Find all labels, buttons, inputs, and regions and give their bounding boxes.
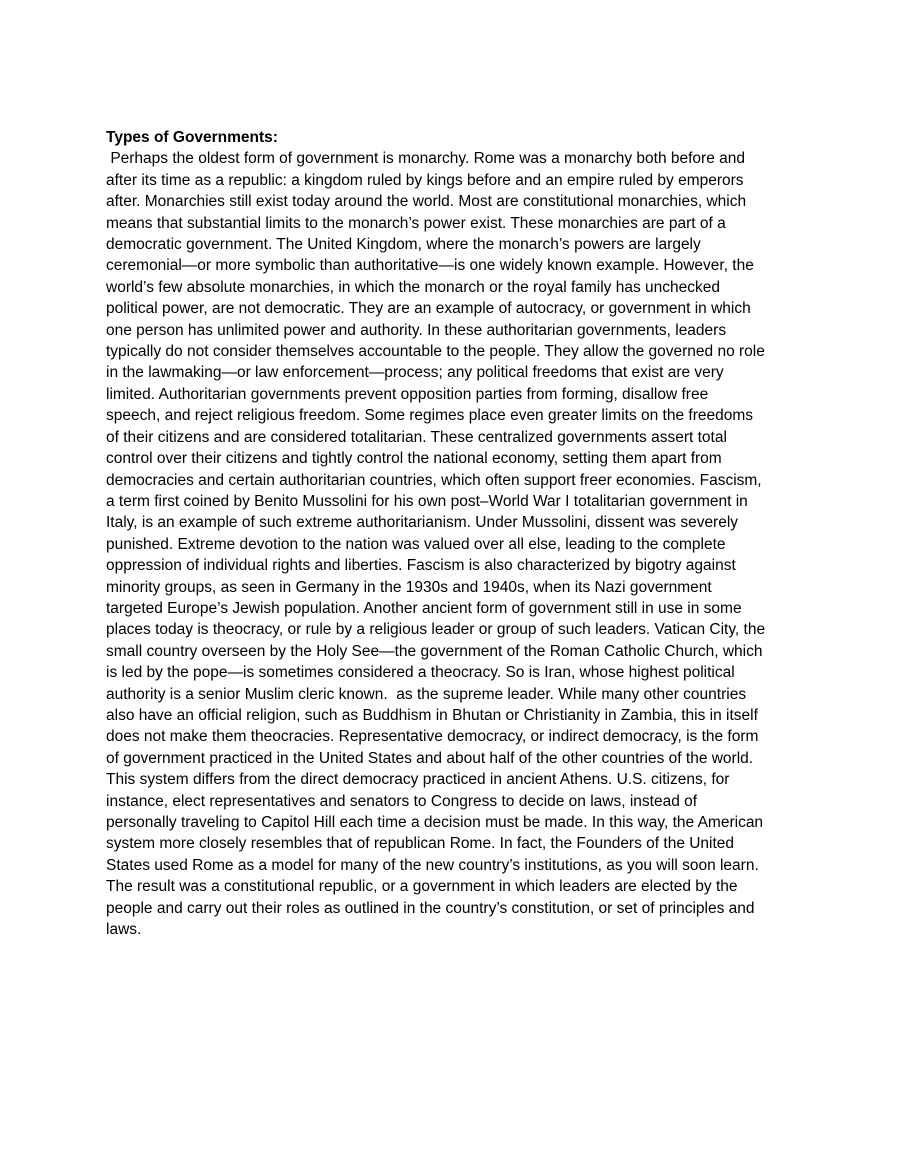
document-body-paragraph: Perhaps the oldest form of government is monarchy. Rome was a monarchy both before and after its time as a republic: a kingdom ruled by kings before and an empire ruled by emperors after. Monarchies still exist today around the world. Most are constitutional monarchies, which means that substantial limits to the monarch’s power exist. These monarchies are part of a democratic government. The United Kingdom, where the monarch’s powers are largely ceremonial—or more symbolic than authoritative—is one widely known example. However, the world’s few absolute monarchies, in which the monarch or the royal family has unchecked political power, are not democratic. They are an example of autocracy, or government in which one person has unlimited power and authority. In these authoritarian governments, leaders typically do not consider themselves accountable to the people. They allow the governed no role in the lawmaking—or law enforcement—process; any political freedoms that exist are very limited. Authoritarian governments prevent opposition parties from forming, disallow free speech, and reject religious freedom. Some regimes place even greater limits on the freedoms of their citizens and are considered totalitarian. These centralized governments assert total control over their citizens and tightly control the national economy, setting them apart from democracies and certain authoritarian countries, which often support freer economies. Fascism, a term first coined by Benito Mussolini for his own post–World War I totalitarian government in Italy, is an example of such extreme authoritarianism. Under Mussolini, dissent was severely punished. Extreme devotion to the nation was valued over all else, leading to the complete oppression of individual rights and liberties. Fascism is also characterized by bigotry against minority groups, as seen in Germany in the 1930s and 1940s, when its Nazi government targeted Europe’s Jewish population. Another ancient form of government still in use in some places today is theocracy, or rule by a religious leader or group of such leaders. Vatican City, the small country overseen by the Holy See—the government of the Roman Catholic Church, which is led by the pope—is sometimes considered a theocracy. So is Iran, whose highest political authority is a senior Muslim cleric known. as the supreme leader. While many other countries also have an official religion, such as Buddhism in Bhutan or Christianity in Zambia, this in itself does not make them theocracies. Representative democracy, or indirect democracy, is the form of government practiced in the United States and about half of the other countries of the world. This system differs from the direct democracy practiced in ancient Athens. U.S. citizens, for instance, elect representatives and senators to Congress to decide on laws, instead of personally traveling to Capitol Hill each time a decision must be made. In this way, the American system more closely resembles that of republican Rome. In fact, the Founders of the United States used Rome as a model for many of the new country’s institutions, as you will soon learn. The result was a constitutional republic, or a government in which leaders are elected by the people and carry out their roles as outlined in the country’s constitution, or set of principles and laws. (106, 150, 766, 939)
document-content (106, 127, 806, 940)
document-heading: Types of Governments: (106, 129, 278, 146)
